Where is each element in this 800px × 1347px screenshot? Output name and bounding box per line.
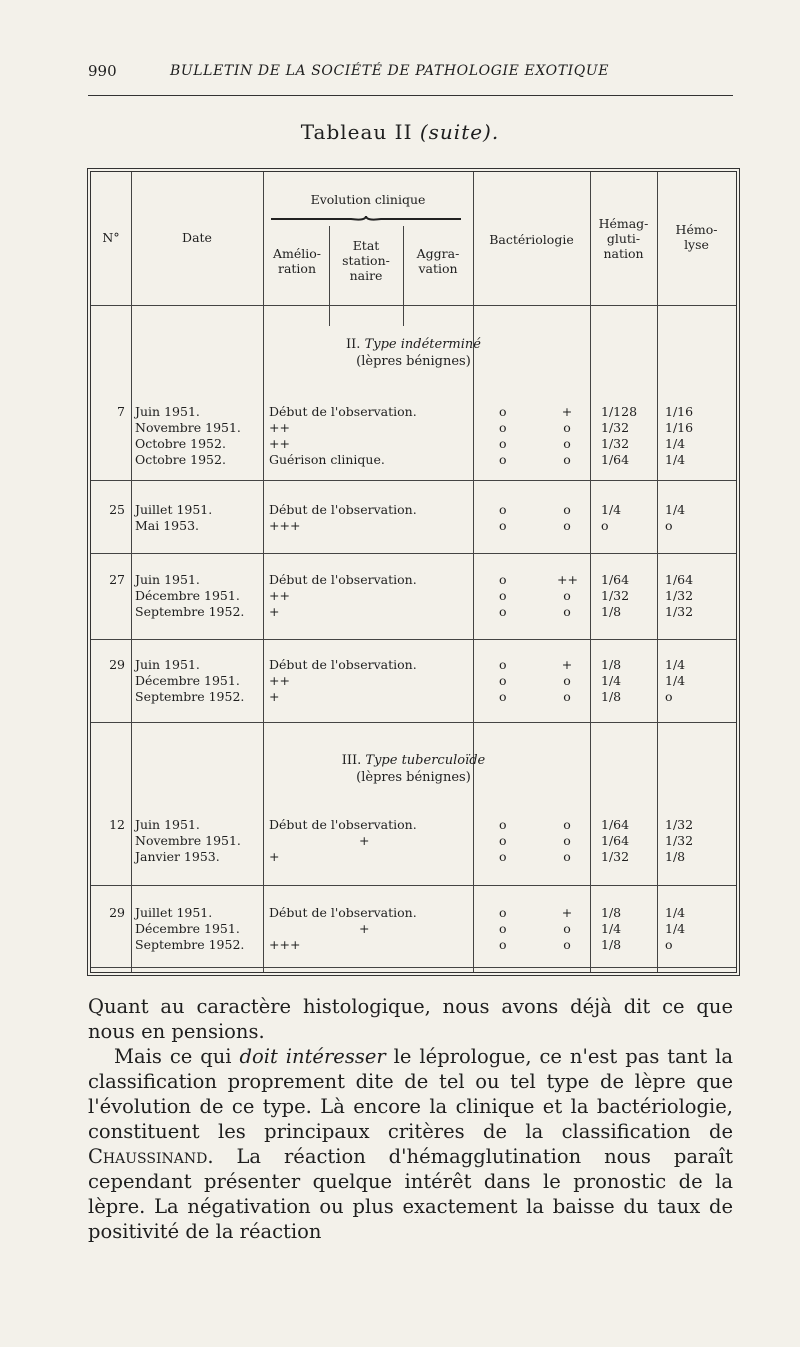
subcol-divider — [403, 226, 404, 326]
col-header-hemagglutination — [590, 216, 657, 261]
bacterio-cell: o — [499, 604, 507, 619]
date-cell: Octobre 1952. — [135, 436, 226, 451]
hemolyse-cell: 1/4 — [665, 657, 686, 672]
hemolyse-cell: 1/32 — [665, 833, 694, 848]
col-header-amelioration — [265, 246, 329, 276]
date-cell: Septembre 1952. — [135, 937, 245, 952]
evolution-cell: + — [359, 921, 370, 936]
author-name: Chaussinand — [88, 1145, 208, 1168]
date-cell: Juin 1951. — [135, 404, 200, 419]
header-line: station- — [342, 253, 390, 268]
case-number: 12 — [109, 817, 125, 832]
section-number: III. — [341, 753, 366, 768]
header-line: Aggra- — [416, 246, 460, 261]
text-run: . La réaction d'hémagglutination nous paraît cependant présenter quelque intérêt dans le pronostic de la lèpre. La négativation ou plus exactement la baisse du taux de positivité de la réaction — [88, 1145, 733, 1243]
case-number: 7 — [117, 404, 125, 419]
hemolyse-cell: 1/4 — [665, 905, 686, 920]
bacterio-cell: + — [561, 657, 573, 672]
page-number: 990 — [88, 62, 117, 80]
evolution-cell: ++ — [269, 436, 290, 451]
date-cell: Juin 1951. — [135, 657, 200, 672]
evolution-cell: Début de l'observation. — [269, 572, 417, 587]
body-text — [88, 994, 733, 1244]
header-line: Hémag- — [598, 216, 649, 231]
bacterio-cell: o — [499, 921, 507, 936]
bacterio-cell: o — [499, 436, 507, 451]
date-cell: Novembre 1951. — [135, 833, 241, 848]
header-line: Amélio- — [272, 246, 322, 261]
hemolyse-cell: 1/4 — [665, 921, 686, 936]
bacterio-cell: ++ — [557, 572, 578, 587]
evolution-cell: Guérison clinique. — [269, 452, 385, 467]
bacterio-cell: o — [499, 849, 507, 864]
table-title — [0, 120, 800, 144]
hemagglutination-cell: 1/128 — [601, 404, 638, 419]
bacterio-cell: o — [499, 833, 507, 848]
bacterio-cell: o — [499, 502, 507, 517]
bacterio-cell: o — [563, 937, 571, 952]
hemolyse-cell: o — [665, 689, 673, 704]
hemolyse-cell: 1/4 — [665, 436, 686, 451]
hemolyse-cell: 1/32 — [665, 588, 694, 603]
hemagglutination-cell: 1/8 — [601, 689, 622, 704]
col-header-aggravation — [403, 246, 473, 276]
row-separator — [91, 885, 736, 886]
section-number: II. — [346, 337, 365, 352]
date-cell: Juin 1951. — [135, 817, 200, 832]
hemagglutination-cell: 1/32 — [601, 849, 630, 864]
header-bottom-rule — [91, 305, 736, 306]
hemolyse-cell: 1/4 — [665, 452, 686, 467]
col-header-evolution: Evolution clinique — [310, 192, 426, 207]
bacterio-cell: o — [563, 420, 571, 435]
hemolyse-cell: 1/8 — [665, 849, 686, 864]
row-separator — [91, 553, 736, 554]
page-header — [88, 62, 733, 84]
evolution-cell: ++ — [269, 673, 290, 688]
hemolyse-cell: 1/4 — [665, 673, 686, 688]
col-divider — [473, 172, 474, 972]
bacterio-cell: o — [563, 921, 571, 936]
col-divider — [131, 172, 132, 972]
hemolyse-cell: 1/4 — [665, 502, 686, 517]
header-line: ration — [277, 261, 317, 276]
hemolyse-cell: 1/32 — [665, 817, 694, 832]
date-cell: Juillet 1951. — [135, 502, 213, 517]
hemagglutination-cell: 1/32 — [601, 420, 630, 435]
header-brace — [271, 216, 461, 222]
section-type: Type tuberculoïde — [365, 753, 486, 768]
text-run: le léprologue, ce n'est pas tant la classification proprement dite de tel ou tel type de lèpre que l'évolution de ce type. Là encore la clinique et la bactériologie, constituent les principaux critères de la classification de — [88, 1045, 734, 1143]
bacterio-cell: o — [563, 452, 571, 467]
date-cell: Juillet 1951. — [135, 905, 213, 920]
evolution-cell: + — [359, 833, 370, 848]
evolution-cell: Début de l'observation. — [269, 502, 417, 517]
evolution-cell: ++ — [269, 420, 290, 435]
bacterio-cell: o — [499, 673, 507, 688]
col-divider — [590, 172, 591, 972]
col-header-bacteriologie: Bactériologie — [489, 232, 574, 247]
bacterio-cell: o — [563, 436, 571, 451]
date-cell: Janvier 1953. — [135, 849, 220, 864]
col-divider — [657, 172, 658, 972]
section-subtitle: (lèpres bénignes) — [356, 354, 471, 369]
case-number: 25 — [109, 502, 125, 517]
hemagglutination-cell: 1/64 — [601, 833, 630, 848]
bacterio-cell: o — [499, 518, 507, 533]
hemagglutination-cell: 1/32 — [601, 588, 630, 603]
hemolyse-cell: 1/16 — [665, 404, 694, 419]
hemolyse-cell: 1/32 — [665, 604, 694, 619]
hemagglutination-cell: 1/8 — [601, 657, 622, 672]
bacterio-cell: o — [563, 833, 571, 848]
bacterio-cell: o — [499, 572, 507, 587]
date-cell: Octobre 1952. — [135, 452, 226, 467]
case-number: 29 — [109, 905, 125, 920]
row-separator — [91, 639, 736, 640]
date-cell: Décembre 1951. — [135, 588, 240, 603]
col-header-date: Date — [182, 230, 212, 245]
evolution-cell: Début de l'observation. — [269, 817, 417, 832]
header-line: nation — [603, 246, 644, 261]
header-line: Etat — [352, 238, 380, 253]
data-table — [90, 171, 737, 973]
bacterio-cell: o — [563, 604, 571, 619]
evolution-cell: + — [269, 604, 280, 619]
evolution-cell: Début de l'observation. — [269, 404, 417, 419]
table-title-main: Tableau II — [300, 120, 413, 144]
date-cell: Novembre 1951. — [135, 420, 241, 435]
bacterio-cell: o — [563, 817, 571, 832]
bacterio-cell: o — [563, 689, 571, 704]
hemagglutination-cell: 1/8 — [601, 905, 622, 920]
date-cell: Décembre 1951. — [135, 673, 240, 688]
evolution-cell: + — [269, 849, 280, 864]
evolution-cell: Début de l'observation. — [269, 905, 417, 920]
bacterio-cell: o — [563, 588, 571, 603]
date-cell: Mai 1953. — [135, 518, 200, 533]
table-bottom-rule — [91, 967, 736, 968]
date-cell: Décembre 1951. — [135, 921, 240, 936]
row-separator — [91, 722, 736, 723]
hemagglutination-cell: 1/8 — [601, 604, 622, 619]
col-divider — [263, 172, 264, 972]
bacterio-cell: o — [499, 689, 507, 704]
row-separator — [91, 480, 736, 481]
bacterio-cell: o — [499, 937, 507, 952]
hemolyse-cell: 1/16 — [665, 420, 694, 435]
bacterio-cell: o — [499, 657, 507, 672]
evolution-cell: + — [269, 689, 280, 704]
evolution-cell: Début de l'observation. — [269, 657, 417, 672]
paragraph: Quant au caractère histologique, nous avons déjà dit ce que nous en pensions. — [88, 995, 733, 1043]
section-type: Type indéterminé — [364, 337, 481, 352]
bacterio-cell: o — [499, 404, 507, 419]
hemagglutination-cell: 1/64 — [601, 572, 630, 587]
bacterio-cell: o — [499, 588, 507, 603]
date-cell: Septembre 1952. — [135, 689, 245, 704]
hemagglutination-cell: 1/64 — [601, 452, 630, 467]
col-header-no: N° — [102, 230, 120, 245]
hemagglutination-cell: 1/4 — [601, 502, 622, 517]
section-title — [91, 752, 736, 786]
section-title — [91, 336, 736, 370]
hemagglutination-cell: o — [601, 518, 609, 533]
running-title: BULLETIN DE LA SOCIÉTÉ DE PATHOLOGIE EXOTIQUE — [170, 63, 610, 79]
bacterio-cell: o — [499, 817, 507, 832]
bacterio-cell: + — [561, 905, 573, 920]
hemolyse-cell: o — [665, 518, 673, 533]
bacterio-cell: o — [563, 518, 571, 533]
hemagglutination-cell: 1/8 — [601, 937, 622, 952]
header-line: vation — [418, 261, 458, 276]
table-title-suite: (suite). — [419, 120, 500, 144]
bacterio-cell: o — [563, 849, 571, 864]
hemagglutination-cell: 1/32 — [601, 436, 630, 451]
bacterio-cell: o — [563, 673, 571, 688]
header-line: lyse — [684, 237, 709, 252]
hemolyse-cell: o — [665, 937, 673, 952]
date-cell: Juin 1951. — [135, 572, 200, 587]
col-header-etat — [329, 238, 403, 283]
date-cell: Septembre 1952. — [135, 604, 245, 619]
hemagglutination-cell: 1/4 — [601, 921, 622, 936]
paragraph — [88, 1044, 733, 1244]
text-run: Mais ce qui — [114, 1045, 240, 1068]
evolution-cell: +++ — [269, 518, 301, 533]
header-line: naire — [349, 268, 383, 283]
hemagglutination-cell: 1/4 — [601, 673, 622, 688]
header-rule — [88, 95, 733, 96]
section-subtitle: (lèpres bénignes) — [356, 770, 471, 785]
col-header-hemolyse — [657, 222, 736, 252]
header-line: gluti- — [606, 231, 641, 246]
header-line: Hémo- — [675, 222, 718, 237]
case-number: 27 — [109, 572, 125, 587]
evolution-cell: ++ — [269, 588, 290, 603]
text-run-italic: doit intéresser — [239, 1045, 386, 1068]
bacterio-cell: o — [499, 905, 507, 920]
case-number: 29 — [109, 657, 125, 672]
bacterio-cell: o — [499, 452, 507, 467]
hemolyse-cell: 1/64 — [665, 572, 694, 587]
hemagglutination-cell: 1/64 — [601, 817, 630, 832]
bacterio-cell: + — [561, 404, 573, 419]
bacterio-cell: o — [499, 420, 507, 435]
evolution-cell: +++ — [269, 937, 301, 952]
bacterio-cell: o — [563, 502, 571, 517]
